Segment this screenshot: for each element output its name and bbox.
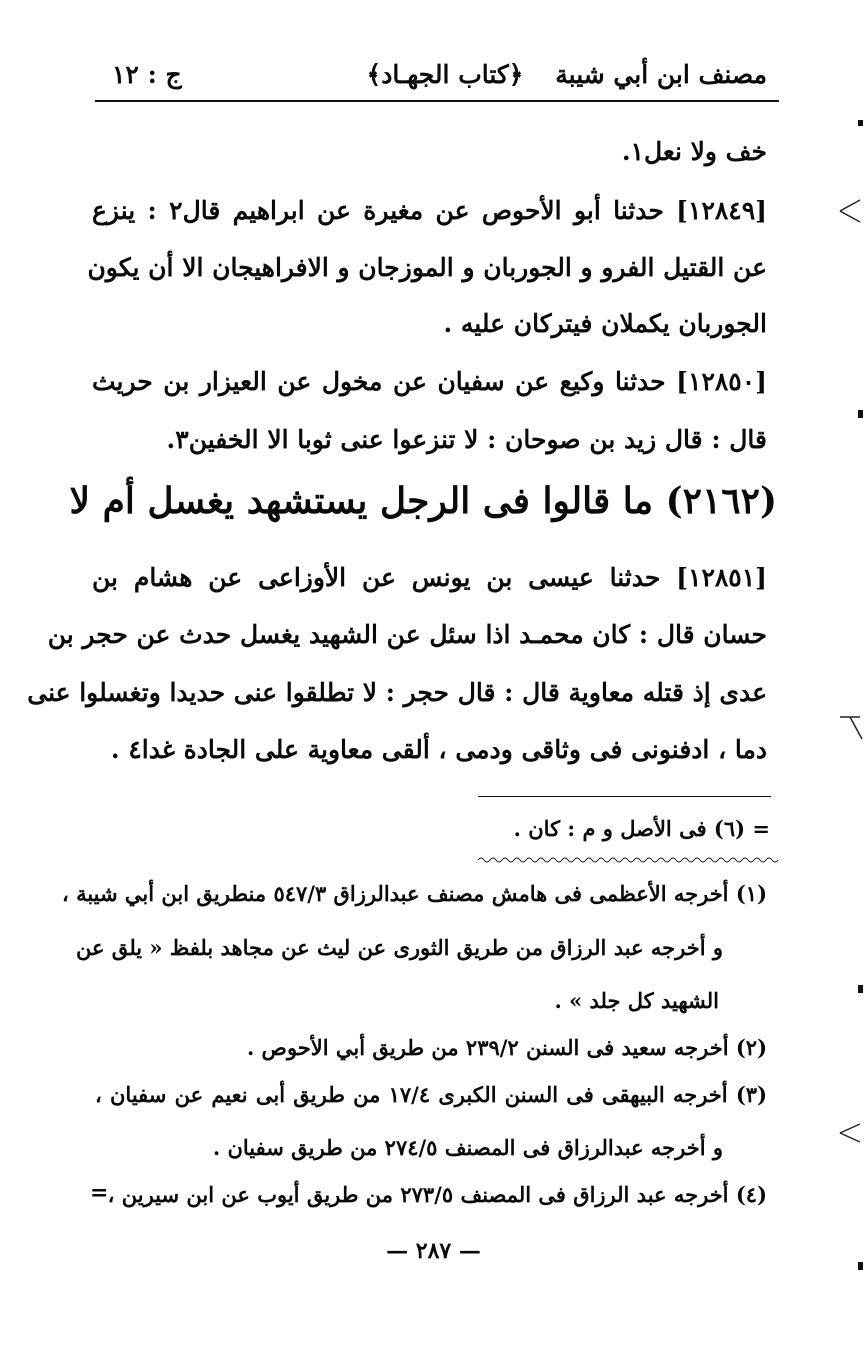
hadith-12849-line-1: [١٢٨٤٩] حدثنا أبو الأحوص عن مغيرة عن ابراهيم قال٢ : ينزع: [92, 196, 767, 225]
footnote-divider-top: [478, 796, 771, 797]
footnote-1-line-1: (١) أخرجه الأعظمى فى هامش مصنف عبدالرزاق ٥٤٧/٣ منطريق ابن أبي شيبة ،: [61, 881, 767, 906]
text-line: خف ولا نعل١.: [621, 137, 767, 166]
hadith-12851-line-4: دما ، ادفنونى فى وثاقى ودمى ، ألقى معاوية على الجادة غدا٤ .: [110, 735, 767, 764]
margin-dot: [858, 120, 863, 126]
margin-dot: [858, 985, 863, 993]
footnote-1-line-2: و أخرجه عبد الرزاق من طريق الثورى عن ليث عن مجاهد بلفظ « يلق عن: [75, 935, 723, 960]
wavy-divider: [478, 856, 780, 864]
hadith-12849-line-2: عن القتيل الفرو و الجوربان و الموزجان و الافراهيجان الا أن يكون: [87, 253, 767, 282]
footnote-1-line-3: الشهيد كل جلد » .: [554, 988, 719, 1013]
book-title: مصنف ابن أبي شيبة: [555, 60, 767, 89]
margin-mark: [838, 705, 864, 745]
footnote-2: (٢) أخرجه سعيد فى السنن ٢٣٩/٢ من طريق أبي الأحوص .: [246, 1035, 767, 1060]
margin-dot: [858, 410, 863, 418]
header-rule: [95, 100, 779, 102]
hadith-12849-line-3: الجوربان يكملان فيتركان عليه .: [443, 309, 767, 338]
chapter-title: ﴿كتاب الجهـاد﴾: [366, 60, 524, 89]
margin-mark: [838, 1118, 862, 1148]
volume-number: ج : ١٢: [112, 60, 182, 89]
hadith-12851-line-3: عدى إذ قتله معاوية قال : قال حجر : لا تطلقوا عنى حديدا وتغسلوا عنى: [27, 678, 767, 707]
chapter-heading: (٢١٦٢) ما قالوا فى الرجل يستشهد يغسل أم لا: [69, 480, 777, 522]
hadith-12851-line-2: حسان قال : كان محمـد اذا سئل عن الشهيد يغسل حدث عن حجر بن: [47, 620, 767, 649]
hadith-12850-line-2: قال : قال زيد بن صوحان : لا تنزعوا عنى ثوبا الا الخفين٣.: [166, 425, 767, 454]
hadith-12851-line-1: [١٢٨٥١] حدثنا عيسى بن يونس عن الأوزاعى عن هشام بن: [92, 563, 767, 592]
previous-page-footnote: = (٦) فى الأصل و م : كان .: [513, 816, 770, 841]
hadith-12850-line-1: [١٢٨٥٠] حدثنا وكيع عن سفيان عن مخول عن العيزار بن حريث: [92, 367, 767, 396]
footnote-3-line-2: و أخرجه عبدالرزاق فى المصنف ٢٧٤/٥ من طريق سفيان .: [212, 1135, 723, 1160]
margin-dot: [858, 1262, 863, 1270]
footnote-3-line-1: (٣) أخرجه البيهقى فى السنن الكبرى ١٧/٤ من طريق أبى نعيم عن سفيان ،: [95, 1082, 767, 1107]
footnote-4: (٤) أخرجه عبد الرزاق فى المصنف ٢٧٣/٥ من طريق أيوب عن ابن سيرين ،: [107, 1182, 767, 1207]
page-number: — ٢٨٧ —: [386, 1238, 481, 1264]
margin-mark: [838, 196, 862, 226]
continuation-mark: =: [90, 1180, 109, 1206]
